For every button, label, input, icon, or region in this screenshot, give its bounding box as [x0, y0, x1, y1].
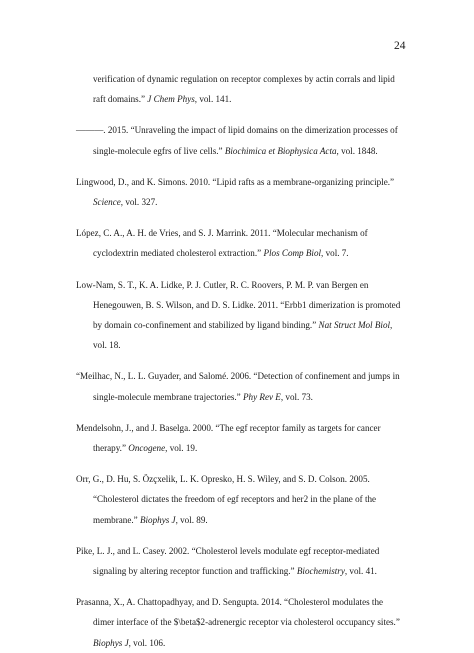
reference-entry	[76, 120, 402, 160]
reference-tail: , vol. 19.	[165, 443, 198, 454]
page-number: 24	[394, 40, 406, 52]
reference-tail: , vol. 141.	[194, 94, 232, 105]
reference-entry	[76, 366, 402, 406]
reference-venue: Plos Comp Biol	[263, 248, 322, 259]
reference-text: “Meilhac, N., L. L. Guyader, and Salomé. 2006. “Detection of confinement and jumps in single-molecule membrane trajectories.”	[76, 371, 400, 402]
reference-text: Prasanna, X., A. Chattopadhyay, and D. Sengupta. 2014. “Cholesterol modulates the dimer interface of the $\beta$2-adrenergic receptor via cholesterol occupancy sites.”	[76, 597, 400, 628]
reference-venue: Phy Rev E	[242, 391, 281, 402]
reference-entry	[76, 541, 402, 581]
reference-text: Pike, L. J., and L. Casey. 2002. “Cholesterol levels modulate egf receptor-mediated signaling by altering receptor function and trafficking.”	[76, 545, 380, 577]
reference-tail: , vol. 73.	[280, 391, 313, 402]
reference-entry	[76, 69, 402, 109]
reference-venue: Biochimica et Biophysica Acta	[224, 145, 337, 156]
reference-entry	[76, 418, 402, 458]
reference-entry	[76, 223, 402, 263]
reference-tail: , vol. 18.	[93, 320, 393, 351]
reference-tail: , vol. 327.	[120, 197, 158, 208]
reference-entry	[76, 592, 402, 653]
reference-venue: Nat Struct Mol Biol	[318, 320, 391, 331]
reference-tail: , vol. 7.	[321, 248, 349, 259]
reference-text: Lingwood, D., and K. Simons. 2010. “Lipid rafts as a membrane-organizing principle.”	[76, 176, 395, 187]
reference-venue: Biochemistry	[296, 566, 345, 577]
reference-tail: , vol. 89.	[175, 514, 208, 525]
reference-venue: Biophys J	[139, 514, 176, 525]
reference-venue: Oncogene	[128, 443, 166, 454]
reference-list	[76, 69, 402, 653]
reference-tail: , vol. 1848.	[336, 145, 378, 156]
reference-text: Low-Nam, S. T., K. A. Lidke, P. J. Cutler, R. C. Roovers, P. M. P. van Bergen en Henegouwen, B. S. Wilson, and D. S. Lidke. 2011. “Erbb1 dimerization is promoted by domain co-confinement and stabilized by ligand binding.”	[76, 279, 401, 331]
reference-tail: , vol. 106.	[128, 637, 166, 648]
reference-text: verification of dynamic regulation on receptor complexes by actin corrals and lipid raft domains.”	[93, 74, 395, 105]
reference-venue: Biophys J	[93, 637, 129, 648]
reference-entry	[76, 172, 402, 212]
reference-venue: Science	[93, 197, 121, 208]
reference-text: ———. 2015. “Unraveling the impact of lipid domains on the dimerization processes of single-molecule egfrs of live cells.”	[76, 125, 398, 156]
reference-entry	[76, 469, 402, 530]
reference-entry	[76, 275, 402, 356]
reference-text: López, C. A., A. H. de Vries, and S. J. Marrink. 2011. “Molecular mechanism of cyclodextrin mediated cholesterol extraction.”	[76, 228, 368, 259]
reference-tail: , vol. 41.	[344, 566, 377, 577]
reference-text: Orr, G., D. Hu, S. Özçxelik, L. K. Opresko, H. S. Wiley, and S. D. Colson. 2005. “Cholesterol dictates the freedom of egf receptors and her2 in the plane of the membrane.”	[76, 474, 377, 525]
reference-text: Mendelsohn, J., and J. Baselga. 2000. “The egf receptor family as targets for cancer therapy.”	[76, 422, 381, 454]
reference-venue: J Chem Phys	[147, 94, 195, 105]
